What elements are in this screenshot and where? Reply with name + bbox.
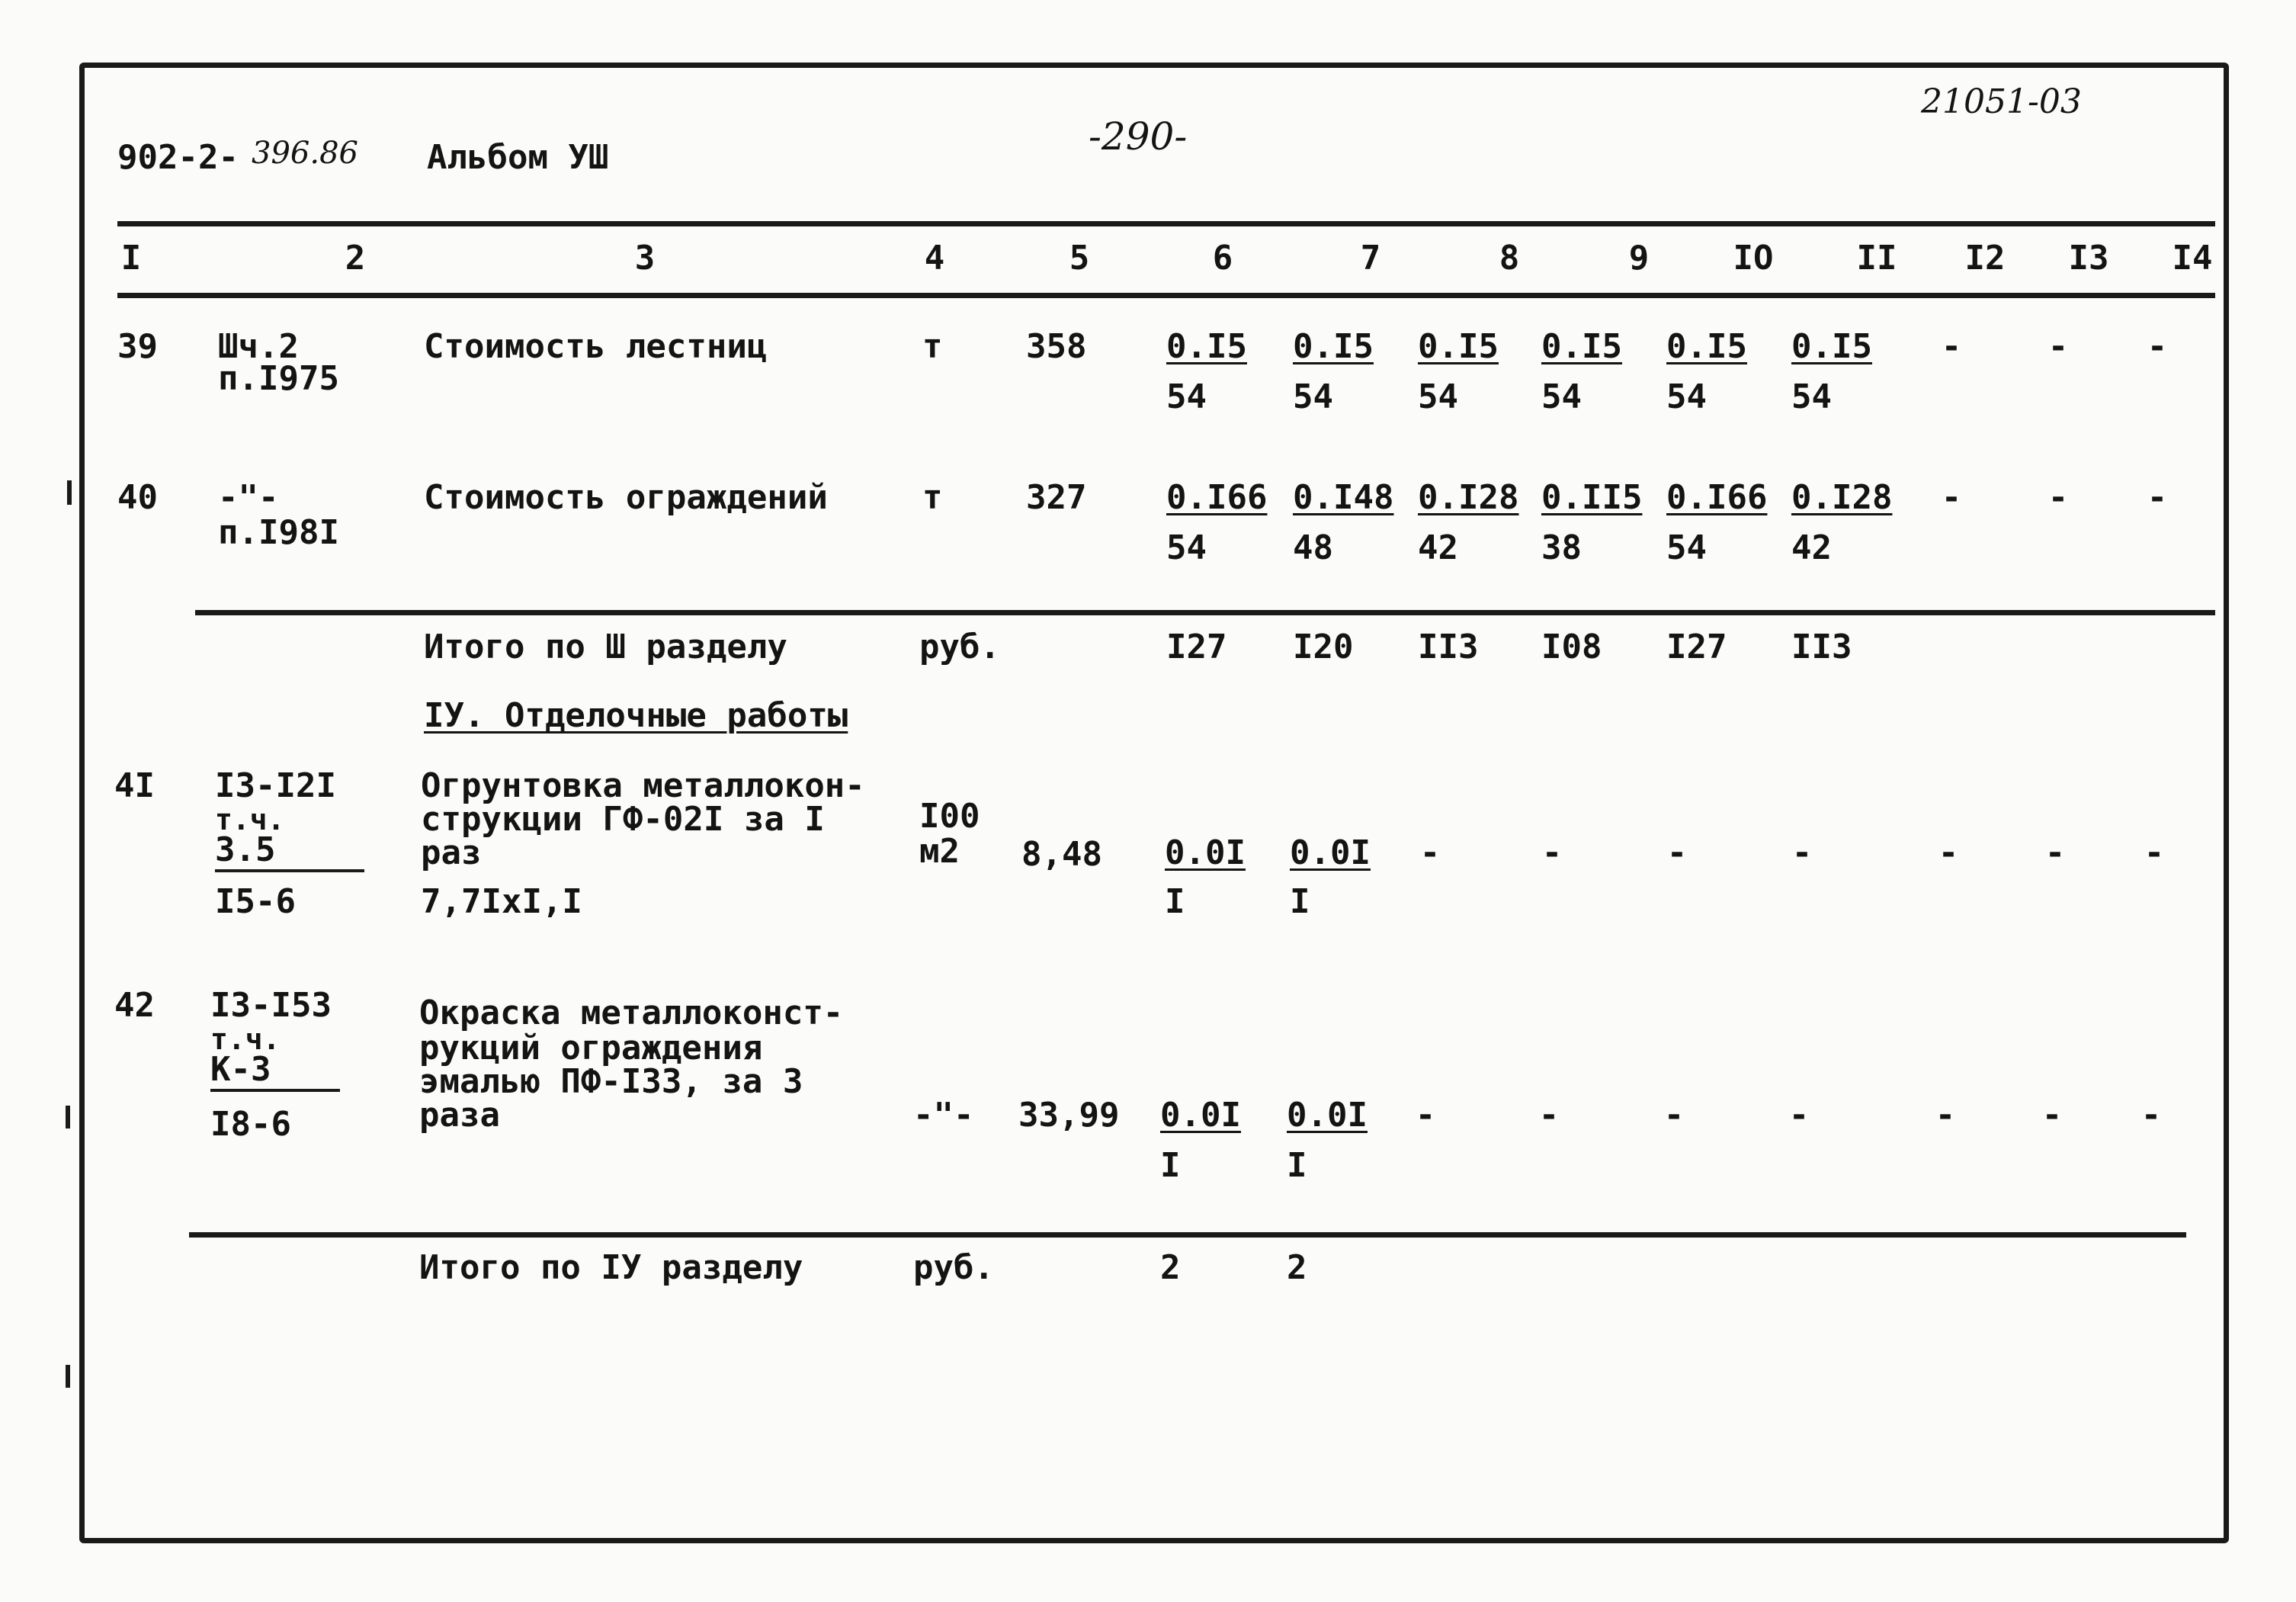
value-amount: 54 [1166, 528, 1207, 567]
value-norm: 0.0I [1290, 833, 1371, 872]
row-unit: т [922, 478, 943, 517]
dash: - [2041, 1096, 2063, 1135]
dash: - [1666, 833, 1688, 872]
value-norm: 0.I5 [1791, 327, 1872, 366]
section-total-value: 2 [1160, 1248, 1181, 1287]
row-description: эмалью ПФ-I33, за 3 [419, 1062, 803, 1101]
row-number: 42 [114, 986, 155, 1025]
col-header-3: 3 [634, 239, 656, 278]
value-norm: 0.I5 [1166, 327, 1247, 366]
binding-mark [66, 1106, 70, 1128]
col-header-13: I3 [2068, 239, 2109, 278]
binding-mark [66, 1365, 70, 1388]
row-unit: I00 [919, 797, 980, 836]
row-reference: I3-I2I [215, 766, 336, 805]
row-unit: т [922, 327, 943, 366]
value-amount: 48 [1293, 528, 1333, 567]
dash: - [1788, 1096, 1810, 1135]
value-norm: 0.I5 [1666, 327, 1747, 366]
value-amount: 54 [1293, 377, 1333, 416]
section-total-unit: руб. [919, 628, 1000, 666]
col-header-8: 8 [1499, 239, 1520, 278]
dash: - [2147, 478, 2168, 517]
row-description: 7,7IхI,I [421, 882, 582, 921]
value-amount: I [1290, 882, 1310, 921]
col-header-11: II [1856, 239, 1897, 278]
section-total-unit: руб. [913, 1248, 994, 1287]
row-unit: -"- [913, 1096, 974, 1135]
value-amount: I [1287, 1146, 1307, 1185]
value-norm: 0.I5 [1293, 327, 1374, 366]
dash: - [2047, 327, 2069, 366]
value-norm: 0.I28 [1418, 478, 1519, 517]
value-amount: I [1165, 882, 1185, 921]
row-reference: п.I975 [218, 359, 339, 398]
section-total-value: I27 [1166, 628, 1227, 666]
dash: - [1419, 833, 1441, 872]
dash: - [1941, 478, 1962, 517]
col-header-12: I2 [1964, 239, 2006, 278]
value-amount: 42 [1418, 528, 1458, 567]
dash: - [1938, 833, 1959, 872]
dash: - [2144, 833, 2165, 872]
col-header-9: 9 [1628, 239, 1650, 278]
col-header-1: I [120, 239, 142, 278]
section-total-value: 2 [1287, 1248, 1307, 1287]
col-header-2: 2 [345, 239, 366, 278]
row-description: раза [419, 1096, 500, 1135]
value-amount: 54 [1418, 377, 1458, 416]
col-header-10: IO [1733, 239, 1774, 278]
value-amount: 54 [1541, 377, 1582, 416]
dash: - [2047, 478, 2069, 517]
document-number: 21051-03 [1921, 82, 2082, 121]
row-reference: т.ч. [210, 1023, 281, 1056]
section-total-value: I20 [1293, 628, 1354, 666]
fraction-bar [215, 869, 364, 872]
row-reference: I8-6 [210, 1105, 291, 1144]
value-norm: 0.I66 [1166, 478, 1268, 517]
row-description: струкции ГФ-02I за I [421, 800, 825, 839]
dash: - [1941, 327, 1962, 366]
value-norm: 0.I48 [1293, 478, 1394, 517]
header-bottom-rule [117, 293, 2215, 298]
row-reference: К-3 [210, 1050, 271, 1089]
row-description: Стоимость лестниц [424, 327, 768, 366]
row-reference: т.ч. [215, 803, 285, 836]
value-norm: 0.II5 [1541, 478, 1643, 517]
row-reference: I5-6 [215, 882, 296, 921]
row-description: Огрунтовка металлокон- [421, 766, 865, 805]
row-price: 33,99 [1018, 1096, 1120, 1135]
value-amount: 38 [1541, 528, 1582, 567]
header-top-rule [117, 221, 2215, 226]
row-price: 358 [1026, 327, 1087, 366]
row-price: 327 [1026, 478, 1087, 517]
value-norm: 0.0I [1165, 833, 1246, 872]
value-norm: 0.0I [1287, 1096, 1368, 1135]
dash: - [1541, 833, 1563, 872]
value-norm: 0.I5 [1541, 327, 1622, 366]
row-description: рукций ограждения [419, 1029, 763, 1067]
dash: - [1538, 1096, 1560, 1135]
row-reference: Шч.2 [218, 327, 299, 366]
value-norm: 0.0I [1160, 1096, 1241, 1135]
col-header-4: 4 [924, 239, 945, 278]
row-description: раз [421, 833, 482, 872]
series-number: 902-2- [117, 138, 239, 177]
binding-mark [67, 480, 72, 505]
section-total-value: I08 [1541, 628, 1602, 666]
value-amount: 54 [1166, 377, 1207, 416]
row-number: 4I [114, 766, 155, 805]
row-reference: 3.5 [215, 830, 276, 869]
value-amount: 54 [1666, 377, 1707, 416]
section-heading: IУ. Отделочные работы [424, 696, 848, 735]
dash: - [2044, 833, 2066, 872]
section-total-value: I27 [1666, 628, 1727, 666]
value-amount: 54 [1791, 377, 1832, 416]
dash: - [1663, 1096, 1685, 1135]
row-reference: -"- [218, 478, 279, 517]
row-description: Стоимость ограждений [424, 478, 828, 517]
subtotal-rule [195, 610, 2215, 615]
row-unit: м2 [919, 832, 960, 871]
value-amount: 54 [1666, 528, 1707, 567]
dash: - [1415, 1096, 1436, 1135]
dash: - [2147, 327, 2168, 366]
section-total-value: II3 [1418, 628, 1479, 666]
subtotal-rule [189, 1232, 2186, 1238]
dash: - [1935, 1096, 1956, 1135]
col-header-6: 6 [1212, 239, 1233, 278]
col-header-7: 7 [1360, 239, 1381, 278]
value-norm: 0.I5 [1418, 327, 1499, 366]
col-header-14: I4 [2172, 239, 2213, 278]
value-amount: 42 [1791, 528, 1832, 567]
album-label: Альбом УШ [427, 138, 609, 177]
sheet-frame [79, 63, 2229, 1543]
row-reference: I3-I53 [210, 986, 332, 1025]
col-header-5: 5 [1069, 239, 1090, 278]
section-total-label: Итого по IУ разделу [419, 1248, 803, 1287]
dash: - [2140, 1096, 2162, 1135]
value-norm: 0.I66 [1666, 478, 1768, 517]
series-number-handwritten: 396.86 [252, 136, 358, 171]
value-amount: I [1160, 1146, 1181, 1185]
dash: - [1791, 833, 1813, 872]
row-number: 40 [117, 478, 158, 517]
row-price: 8,48 [1021, 835, 1102, 874]
page-number: -290- [1089, 114, 1188, 159]
row-reference: п.I98I [218, 513, 339, 552]
fraction-bar [210, 1089, 340, 1092]
row-description: Окраска металлоконст- [419, 994, 844, 1032]
value-norm: 0.I28 [1791, 478, 1893, 517]
row-number: 39 [117, 327, 158, 366]
section-total-label: Итого по Ш разделу [424, 628, 787, 666]
section-total-value: II3 [1791, 628, 1852, 666]
